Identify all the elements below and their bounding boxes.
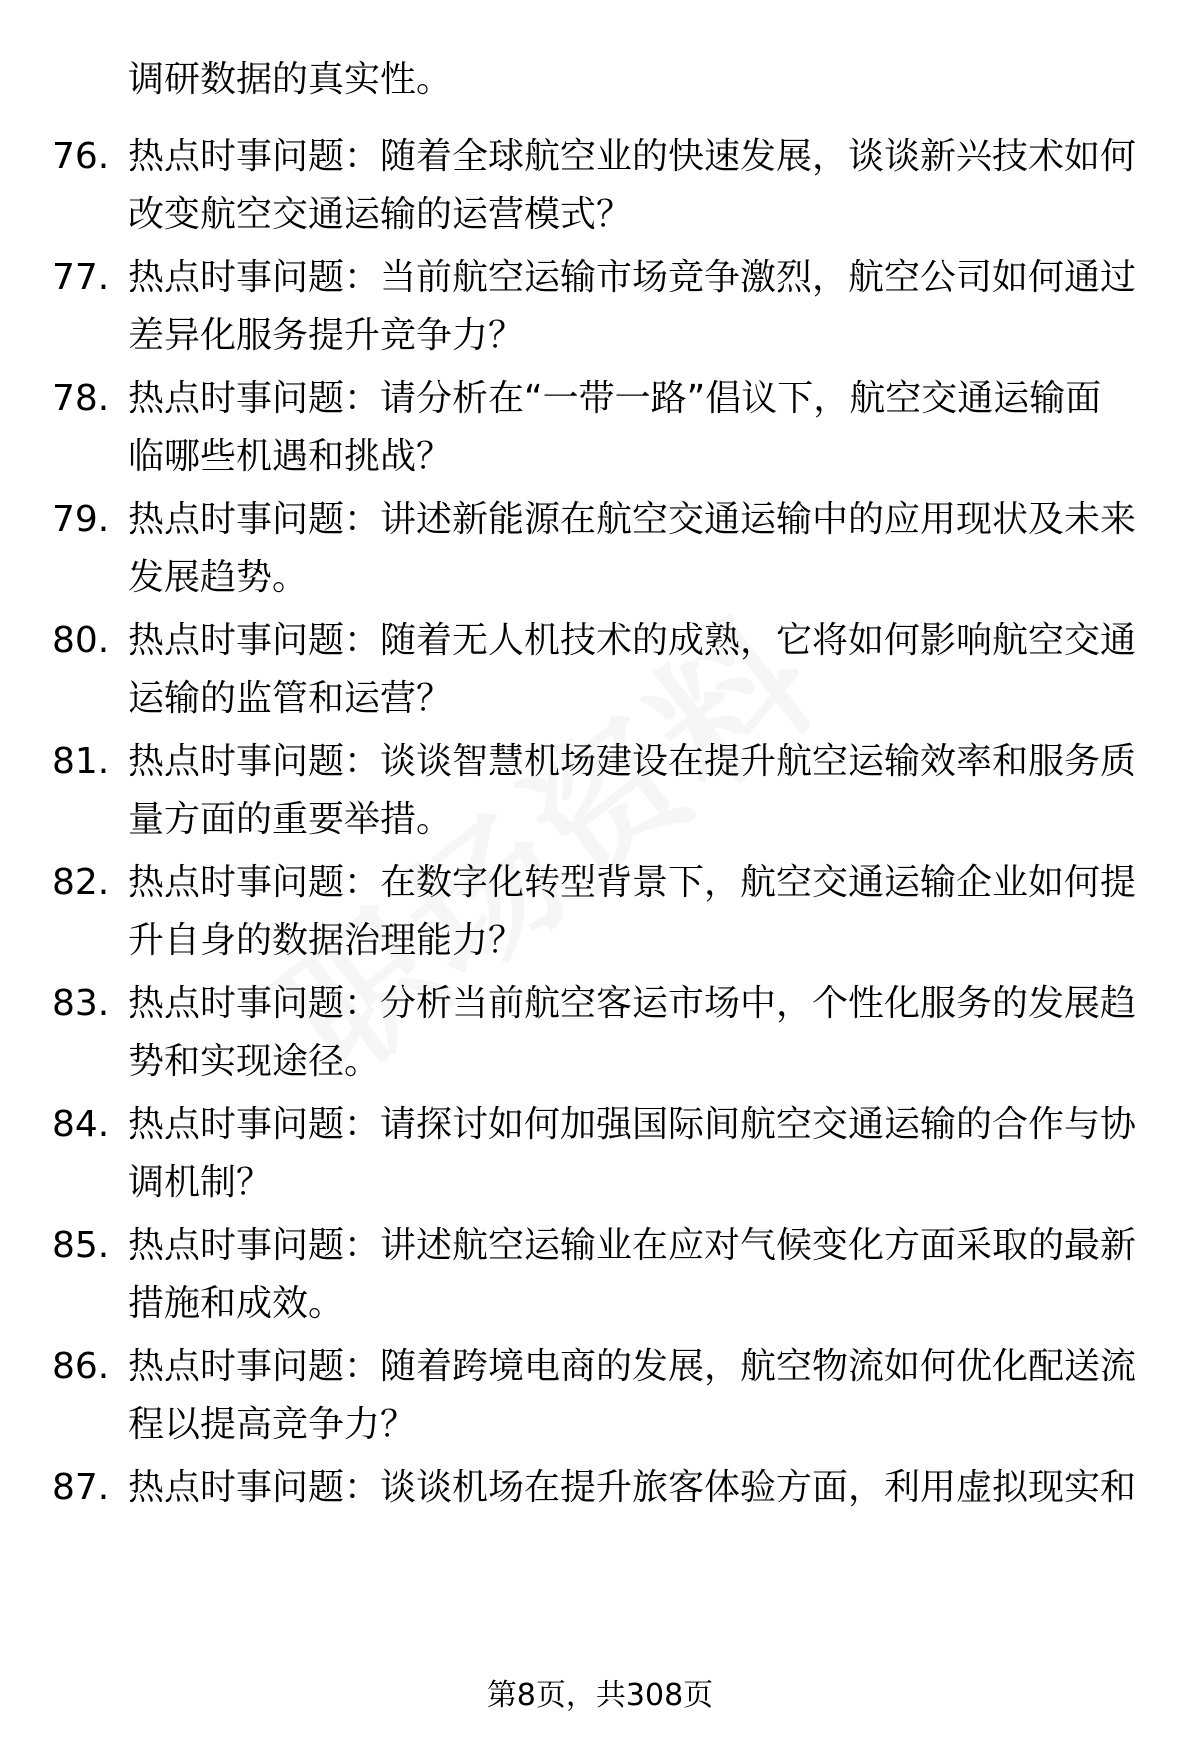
item-text-line: 热点时事问题：随着无人机技术的成熟，它将如何影响航空交通 bbox=[128, 620, 1137, 661]
item-text-line: 临哪些机遇和挑战？ bbox=[128, 436, 453, 477]
list-item bbox=[0, 128, 1200, 238]
item-number: 84. bbox=[52, 1104, 110, 1145]
list-item bbox=[0, 1096, 1200, 1206]
list-item bbox=[0, 370, 1200, 480]
list-item bbox=[0, 1459, 1200, 1569]
item-text-line: 热点时事问题：讲述航空运输业在应对气候变化方面采取的最新 bbox=[128, 1225, 1137, 1266]
item-text-line: 发展趋势。 bbox=[128, 557, 309, 598]
item-text-line: 程以提高竞争力？ bbox=[128, 1404, 417, 1445]
item-text-line: 热点时事问题：讲述新能源在航空交通运输中的应用现状及未来 bbox=[128, 499, 1137, 540]
continuation-text: 调研数据的真实性。 bbox=[128, 59, 453, 100]
list-item bbox=[0, 975, 1200, 1085]
item-number: 78. bbox=[52, 378, 110, 419]
item-text-line: 量方面的重要举措。 bbox=[128, 799, 453, 840]
item-text-line: 热点时事问题：谈谈智慧机场建设在提升航空运输效率和服务质 bbox=[128, 741, 1137, 782]
item-text-line: 热点时事问题：随着全球航空业的快速发展，谈谈新兴技术如何 bbox=[128, 136, 1137, 177]
item-text-line: 热点时事问题：在数字化转型背景下，航空交通运输企业如何提 bbox=[128, 862, 1137, 903]
item-text-line: 热点时事问题：谈谈机场在提升旅客体验方面，利用虚拟现实和 bbox=[128, 1467, 1137, 1508]
list-item bbox=[0, 1217, 1200, 1327]
list-item bbox=[0, 1338, 1200, 1448]
item-number: 85. bbox=[52, 1225, 110, 1266]
item-text-line: 热点时事问题：分析当前航空客运市场中，个性化服务的发展趋 bbox=[128, 983, 1137, 1024]
item-text-line: 升自身的数据治理能力？ bbox=[128, 920, 525, 961]
item-text-line: 热点时事问题：请分析在“一带一路”倡议下，航空交通运输面 bbox=[128, 378, 1102, 419]
list-item bbox=[0, 854, 1200, 964]
page-number-footer: 第8页，共308页 bbox=[486, 1678, 714, 1713]
item-text-line: 调机制？ bbox=[128, 1162, 273, 1203]
item-text-line: 措施和成效。 bbox=[128, 1283, 345, 1324]
item-number: 82. bbox=[52, 862, 110, 903]
item-text-line: 势和实现途径。 bbox=[128, 1041, 381, 1082]
item-number: 86. bbox=[52, 1346, 110, 1387]
item-text-line: 运输的监管和运营？ bbox=[128, 678, 453, 719]
item-text-line: 热点时事问题：随着跨境电商的发展，航空物流如何优化配送流 bbox=[128, 1346, 1137, 1387]
item-text-line: 热点时事问题：当前航空运输市场竞争激烈，航空公司如何通过 bbox=[128, 257, 1137, 298]
item-text-line: 差异化服务提升竞争力？ bbox=[128, 315, 525, 356]
item-number: 79. bbox=[52, 499, 110, 540]
item-number: 80. bbox=[52, 620, 110, 661]
item-number: 87. bbox=[52, 1467, 110, 1508]
item-number: 76. bbox=[52, 136, 110, 177]
item-text-line: 热点时事问题：请探讨如何加强国际间航空交通运输的合作与协 bbox=[128, 1104, 1137, 1145]
item-text-line: 改变航空交通运输的运营模式？ bbox=[128, 194, 633, 235]
list-item bbox=[0, 733, 1200, 843]
list-item bbox=[0, 612, 1200, 722]
list-item bbox=[0, 249, 1200, 359]
item-number: 81. bbox=[52, 741, 110, 782]
item-number: 83. bbox=[52, 983, 110, 1024]
list-item bbox=[0, 491, 1200, 601]
item-number: 77. bbox=[52, 257, 110, 298]
